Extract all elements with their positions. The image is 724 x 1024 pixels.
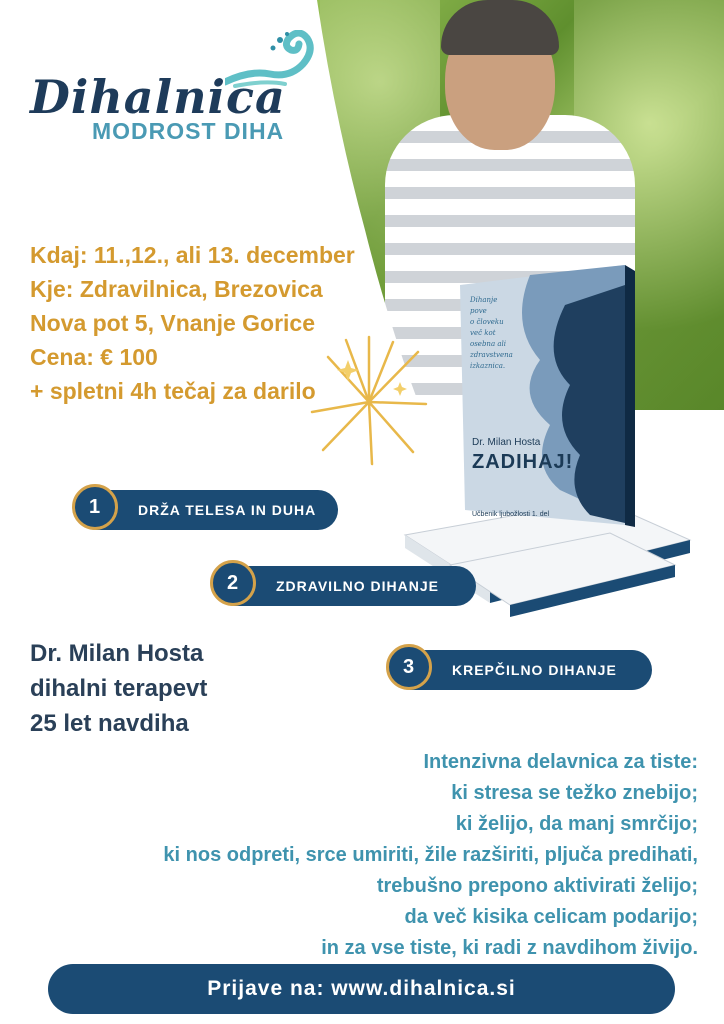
quote-line: Dihanje bbox=[470, 296, 498, 304]
brand-logo bbox=[30, 30, 320, 150]
book-author: Dr. Milan Hosta bbox=[472, 437, 541, 448]
quote-line: več kot bbox=[470, 329, 496, 337]
book-subtitle: Učbenik ljubožlosti 1. del bbox=[472, 511, 550, 518]
step-number-badge: 2 bbox=[210, 560, 256, 606]
book-quote bbox=[470, 295, 540, 372]
event-location: Kje: Zdravilnica, Brezovica bbox=[30, 276, 323, 302]
step-label: KREPČILNO DIHANJE bbox=[452, 662, 617, 678]
quote-line: izkaznica. bbox=[470, 362, 506, 370]
step-3-pill bbox=[390, 650, 652, 690]
workshop-line: trebušno prepono aktivirati želijo; bbox=[376, 875, 698, 897]
registration-banner[interactable] bbox=[48, 964, 675, 1014]
event-info bbox=[30, 238, 355, 408]
quote-line: pove bbox=[470, 307, 487, 315]
event-bonus: + spletni 4h tečaj za darilo bbox=[30, 378, 316, 404]
brand-tagline: MODROST DIHA bbox=[92, 118, 285, 144]
step-label: ZDRAVILNO DIHANJE bbox=[276, 578, 439, 594]
doctor-role: dihalni terapevt bbox=[30, 675, 208, 702]
brand-name: Dihalnica bbox=[30, 70, 286, 124]
doctor-experience: 25 let navdiha bbox=[30, 710, 189, 737]
workshop-line: Intenzivna delavnica za tiste: bbox=[423, 751, 698, 773]
workshop-line: in za vse tiste, ki radi z navdihom živijo. bbox=[321, 937, 698, 959]
registration-link[interactable]: Prijave na: www.dihalnica.si bbox=[207, 977, 516, 1000]
doctor-info bbox=[30, 636, 207, 741]
person-hair bbox=[441, 0, 559, 55]
workshop-line: da več kisika celicam podarijo; bbox=[404, 906, 698, 928]
event-address: Nova pot 5, Vnanje Gorice bbox=[30, 310, 316, 336]
quote-line: o človeku bbox=[470, 318, 504, 326]
quote-line: osebna ali bbox=[470, 340, 506, 348]
workshop-line: ki nos odpreti, srce umiriti, žile razširiti, pljuča predihati, bbox=[163, 844, 698, 866]
workshop-description bbox=[163, 747, 698, 964]
event-date: Kdaj: 11.,12., ali 13. december bbox=[30, 242, 355, 268]
step-2-pill bbox=[214, 566, 476, 606]
workshop-line: ki želijo, da manj smrčijo; bbox=[455, 813, 698, 835]
step-number-badge: 3 bbox=[386, 644, 432, 690]
doctor-name: Dr. Milan Hosta bbox=[30, 640, 204, 667]
step-1-pill bbox=[76, 490, 338, 530]
workshop-line: ki stresa se težko znebijo; bbox=[451, 782, 698, 804]
step-number-badge: 1 bbox=[72, 484, 118, 530]
event-price: Cena: € 100 bbox=[30, 344, 158, 370]
quote-line: zdravstvena bbox=[470, 351, 513, 359]
book-title: ZADIHAJ! bbox=[472, 451, 574, 473]
step-label: DRŽA TELESA IN DUHA bbox=[138, 502, 317, 518]
